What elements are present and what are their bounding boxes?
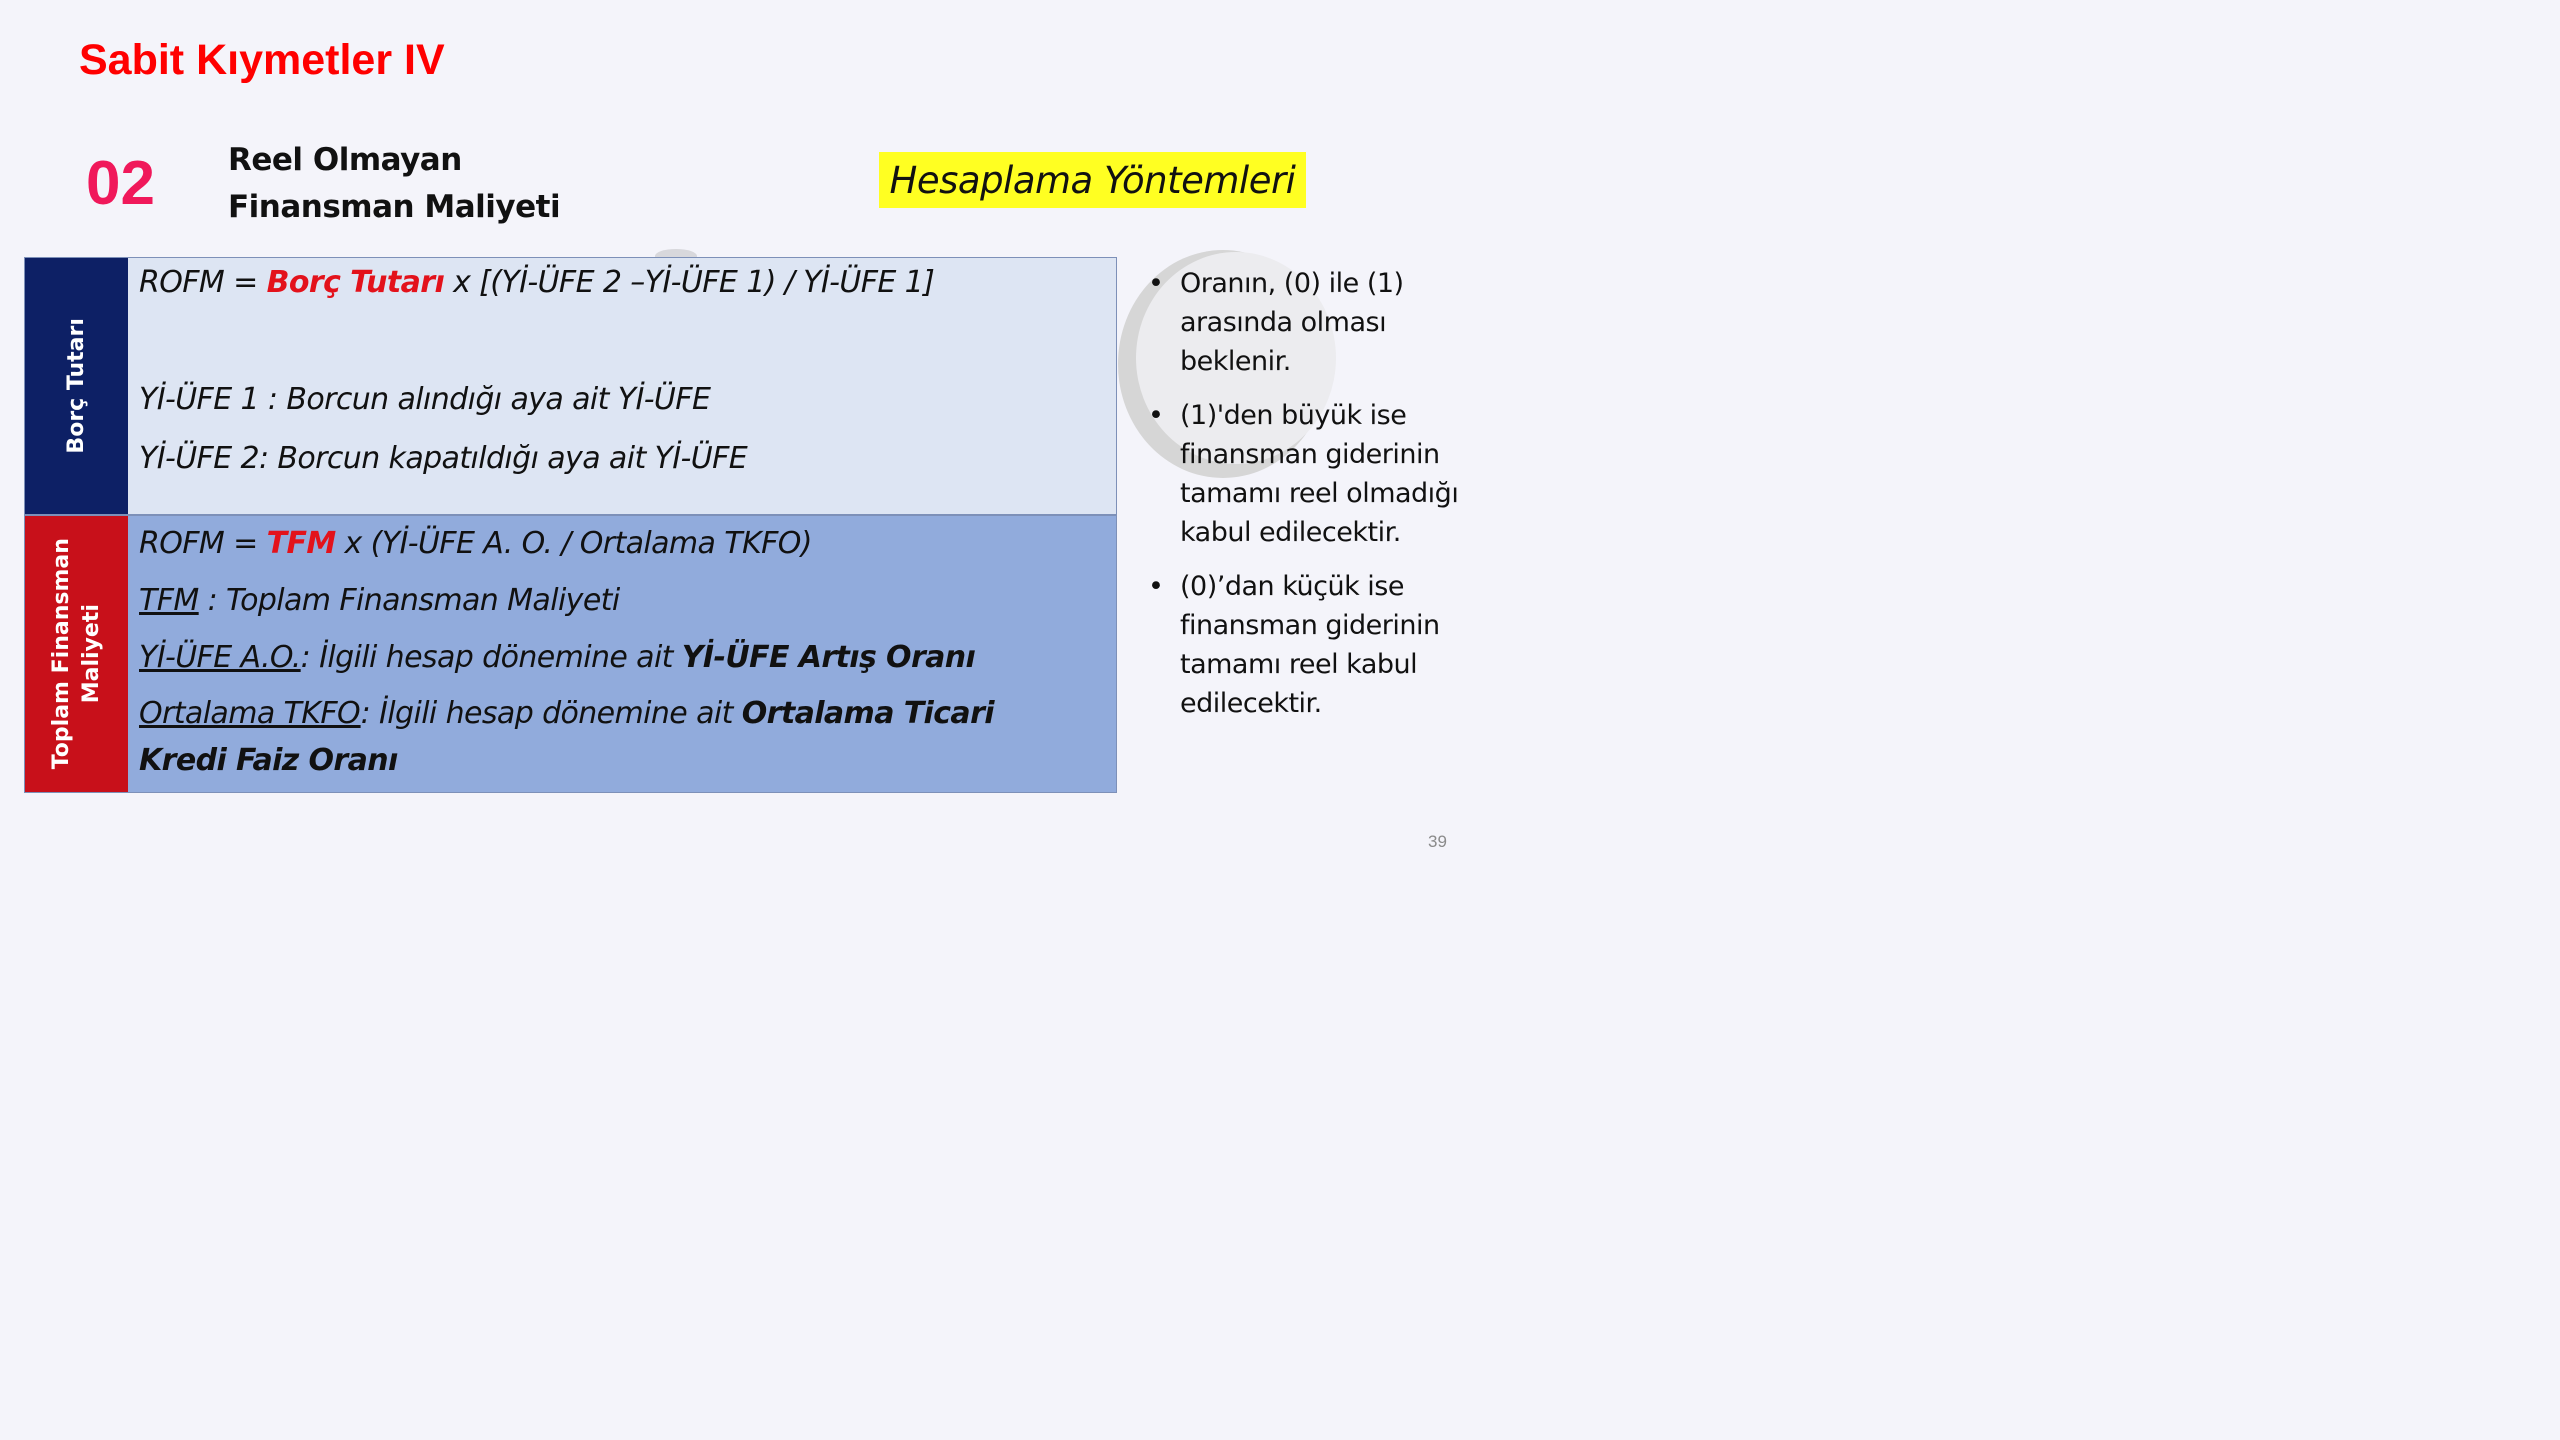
ratio-note [1148,567,1558,723]
ao-definition [139,640,975,675]
tfm-description: : Toplam Finansman Maliyeti [198,583,620,618]
method-badge-label: Hesaplama Yöntemleri [889,158,1296,202]
note-line: • Oranın, (0) ile (1) [1180,268,1404,299]
tfm-formula [139,526,812,561]
note-line: finansman giderinin [1180,439,1440,470]
note-line: arasında olması [1180,307,1387,338]
tfm-formula-suffix: x (Yİ-ÜFE A. O. / Ortalama TKFO) [335,526,812,561]
side-label-line1: Toplam Finansman [48,538,74,770]
note-line: • (1)'den büyük ise [1180,400,1407,431]
total-financing-side-text [47,538,106,769]
section-title-line2: Finansman Maliyeti [228,189,561,225]
tkfo-bold-line2: Kredi Faiz Oranı [139,743,398,778]
ratio-note [1148,396,1558,552]
debt-formula-suffix: x [(Yİ-ÜFE 2 –Yİ-ÜFE 1) / Yİ-ÜFE 1] [444,265,935,300]
debt-amount-panel [24,257,1117,515]
total-financing-cost-panel [24,515,1117,793]
ao-term: Yİ-ÜFE A.O. [139,640,301,675]
note-line: • (0)’dan küçük ise [1180,571,1404,602]
debt-formula-prefix: ROFM = [139,265,267,300]
debt-formula [139,265,934,300]
side-label-line2: Maliyeti [78,604,104,704]
ratio-notes-list [1148,264,1558,738]
section-number: 02 [86,149,155,218]
note-line: kabul edilecektir. [1180,517,1401,548]
section-title-line1: Reel Olmayan [228,142,462,178]
note-line: tamamı reel olmadığı [1180,478,1459,509]
tkfo-definition [139,696,994,731]
tkfo-description: : İlgili hesap dönemine ait [360,696,742,731]
debt-formula-highlight: Borç Tutarı [266,265,445,300]
total-financing-side-label [25,516,128,792]
tkfo-bold-line1: Ortalama Ticari [741,696,994,731]
note-line: tamamı reel kabul [1180,649,1418,680]
ratio-note [1148,264,1558,381]
ao-bold-term: Yİ-ÜFE Artış Oranı [681,640,976,675]
ao-description: : İlgili hesap dönemine ait [300,640,682,675]
debt-amount-side-label [25,258,128,514]
tkfo-term: Ortalama TKFO [139,696,361,731]
note-line: finansman giderinin [1180,610,1440,641]
index-definition-2: Yİ-ÜFE 2: Borcun kapatıldığı aya ait Yİ-ÜFE [139,441,748,476]
tfm-term: TFM [139,583,199,618]
slide-title: Sabit Kıymetler IV [79,36,445,84]
index-definition-1: Yİ-ÜFE 1 : Borcun alındığı aya ait Yİ-ÜFE [139,382,711,417]
note-line: edilecektir. [1180,688,1322,719]
tfm-formula-highlight: TFM [266,526,336,561]
tfm-definition [139,583,620,618]
tfm-formula-prefix: ROFM = [139,526,267,561]
debt-amount-side-text: Borç Tutarı [63,318,89,454]
page-number: 39 [1428,832,1447,851]
method-badge [879,152,1306,208]
note-line: beklenir. [1180,346,1291,377]
